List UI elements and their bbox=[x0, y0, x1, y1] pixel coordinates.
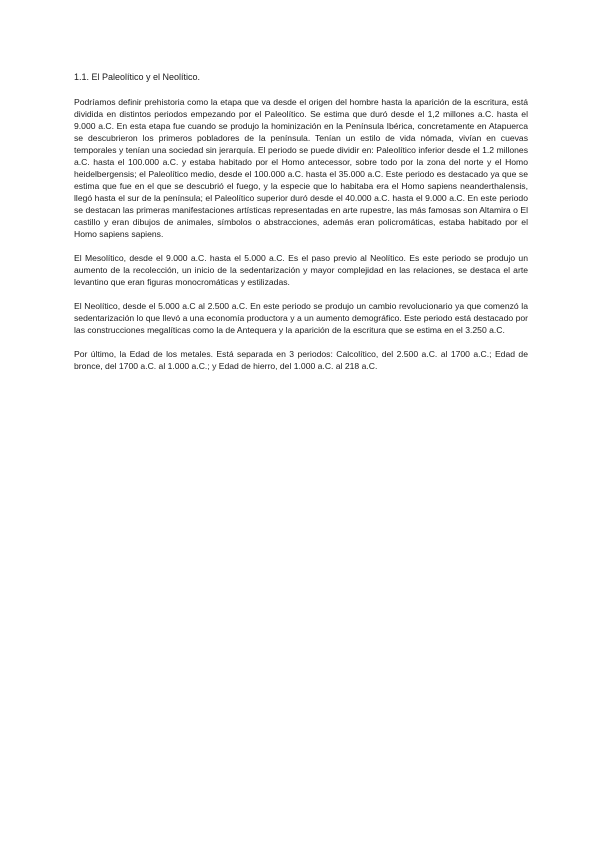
paragraph-edad-metales: Por último, la Edad de los metales. Está separada en 3 periodos: Calcolítico, del 2.500 a.C. al 1700 a.C.; Edad de bronce, del 1700 a.C. al 1.000 a.C.; y Edad de hierro, del 1.000 a.C. al 218 a.C. bbox=[74, 349, 528, 371]
section-heading: 1.1. El Paleolítico y el Neolítico. bbox=[74, 72, 201, 82]
paragraph-paleolitico: Podríamos definir prehistoria como la etapa que va desde el origen del hombre hasta la aparición de la escritura, está dividida en distintos periodos empezando por el Paleolítico. Se estima que duró desde el 1,2 millones a.C. hasta el 9.000 a.C. En esta etapa fue cuando se produjo la hominización en la Península Ibérica, concretamente en Atapuerca se descubrieron los primeros pobladores de la península. Tenían un estilo de vida nómada, vivían en cuevas temporales y tenían una sociedad sin jerarquía. El periodo se puede dividir en: Paleolítico inferior desde el 1.2 millones a.C. hasta el 100.000 a.C. y estaba habitado por el Homo antecessor, sobre todo por la zona del norte y el Homo heidelbergensis; el Paleolítico medio, desde el 100.000 a.C. hasta el 35.000 a.C. Este periodo es destacado ya que se estima que fue en el que se descubrió el fuego, y la especie que lo habitaba era el Homo sapiens neanderthalensis, llegó hasta el sur de la península; el Paleolítico superior duró desde el 40.000 a.C. hasta el 9.000 a.C. En este periodo se destacan las primeras manifestaciones artísticas representadas en arte rupestre, las más famosas son Altamira o El castillo y eran dibujos de animales, símbolos o abstracciones, además eran policromáticas, estaba habitado por el Homo sapiens sapiens. bbox=[74, 97, 528, 239]
paragraph-neolitico: El Neolítico, desde el 5.000 a.C al 2.500 a.C. En este periodo se produjo un cambio revolucionario ya que comenzó la sedentarización lo que llevó a una economía productora y a un aumento demográfico. Este periodo está destacado por las construcciones megalíticas como la de Antequera y la aparición de la escritura que se estima en el 3.250 a.C. bbox=[74, 301, 528, 335]
paragraph-mesolitico: El Mesolítico, desde el 9.000 a.C. hasta el 5.000 a.C. Es el paso previo al Neolítico. Es este periodo se produjo un aumento de la recolección, un inicio de la sedentarización y mayor complejidad en las relaciones, se destaca el arte levantino que eran figuras monocromáticas y estilizadas. bbox=[74, 253, 528, 287]
document-body bbox=[74, 71, 528, 384]
